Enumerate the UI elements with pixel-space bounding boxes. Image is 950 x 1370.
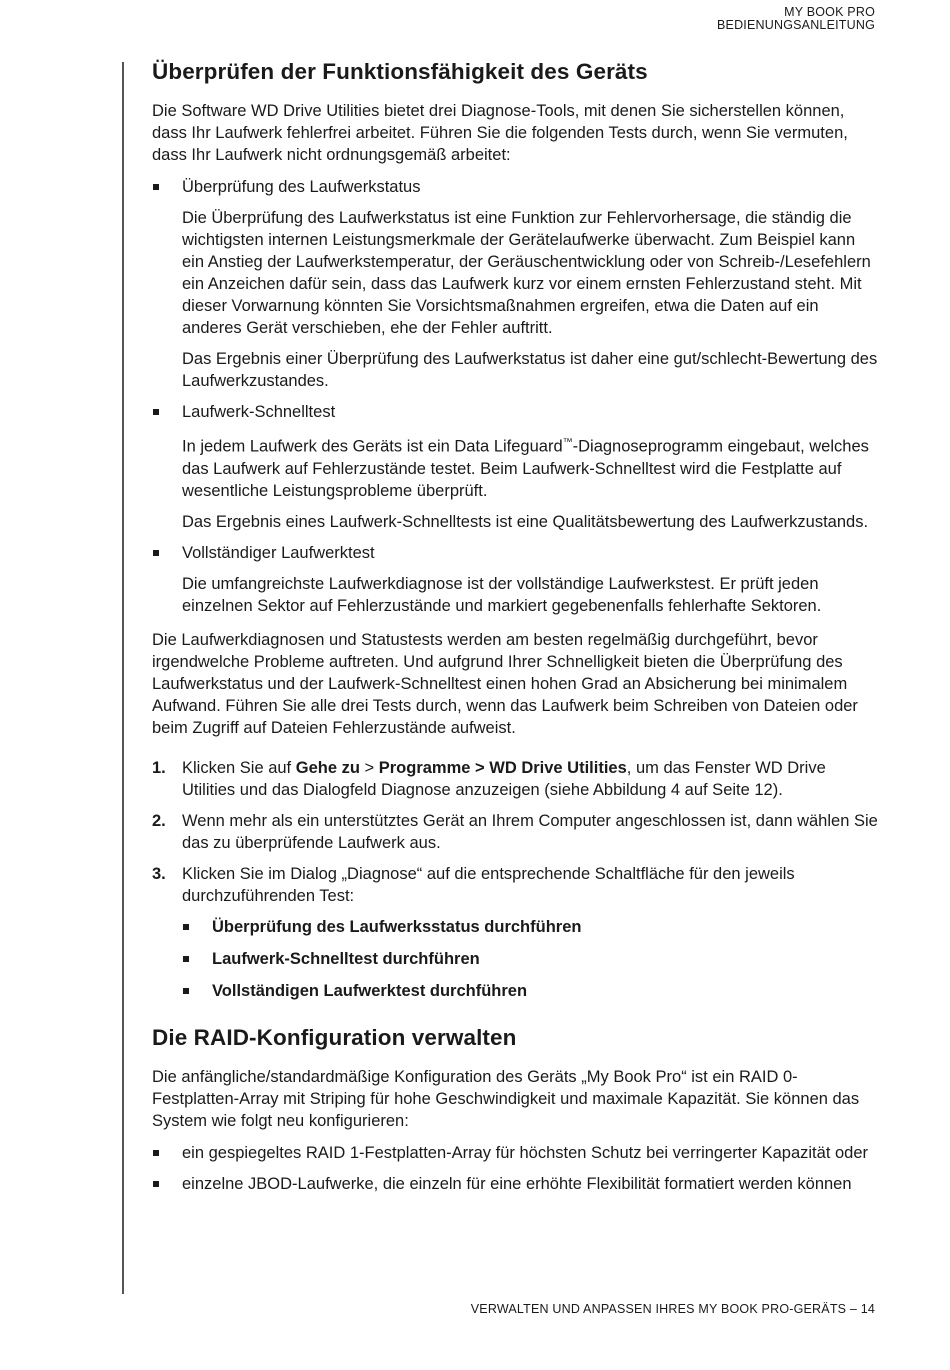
step-number: 3. [152, 864, 166, 883]
list-item-raid1: ein gespiegeltes RAID 1-Festplatten-Array für höchsten Schutz bei verringerter Kapazität oder [152, 1142, 878, 1164]
header-doc-type: BEDIENUNGSANLEITUNG [717, 18, 875, 32]
sub-item-status-check-action: Überprüfung des Laufwerksstatus durchführen [152, 916, 878, 938]
status-check-description: Die Überprüfung des Laufwerkstatus ist eine Funktion zur Fehlervorhersage, die ständig die wichtigsten internen Leistungsmerkmale der Gerätelaufwerke überwacht. Zum Beispiel kann ein Anstieg der Laufwerkstemperatur, der Geräuschentwicklung oder von Schreib-/Lesefehlern ein Anzeichen dafür sein, dass das Laufwerk kurz vor einem ernsten Fehlerzustand steht. Mit dieser Vorwarnung könnten Sie Vorsichtsmaßnahmen ergreifen, etwa die Daten auf ein anderes Gerät verschieben, ehe der Fehler auftritt. [182, 209, 871, 337]
section-heading-raid: Die RAID-Konfiguration verwalten [152, 1024, 517, 1050]
running-footer: VERWALTEN UND ANPASSEN IHRES MY BOOK PRO-GERÄTS – 14 [470, 1302, 875, 1316]
diagnostics-summary: Die Laufwerkdiagnosen und Statustests werden am besten regelmäßig durchgeführt, bevor irgendwelche Probleme auftreten. Und aufgrund Ihrer Schnelligkeit bieten die Überprüfung des Laufwerkstatus und der Laufwerk-Schnelltest einen hohen Grad an Absicherung bei minimalem Aufwand. Führen Sie alle drei Tests durch, wenn das Laufwerk beim Schreiben von Dateien oder beim Zugriff auf Dateien Fehlerzustände aufweist. [152, 630, 858, 737]
list-item-quick-test: Laufwerk-Schnelltest [152, 401, 878, 423]
diagnostics-intro: Die Software WD Drive Utilities bietet drei Diagnose-Tools, mit denen Sie sicherstellen können, dass Ihr Laufwerk fehlerfrei arbeitet. Führen Sie die folgenden Tests durch, wenn Sie vermuten, dass Ihr Laufwerk nicht ordnungsgemäß arbeitet: [152, 102, 848, 164]
sub-item-quick-test-action: Laufwerk-Schnelltest durchführen [152, 948, 878, 970]
running-header [717, 6, 875, 32]
step-3: 3. Klicken Sie im Dialog „Diagnose“ auf die entsprechende Schaltfläche für den jeweils durchzuführenden Test: [152, 864, 795, 905]
trademark-symbol: ™ [562, 437, 573, 448]
raid-intro: Die anfängliche/standardmäßige Konfiguration des Geräts „My Book Pro“ ist ein RAID 0-Festplatten-Array mit Striping für hohe Geschwindigkeit und maximale Kapazität. Sie können das System wie folgt neu konfigurieren: [152, 1067, 860, 1130]
page-content [152, 56, 878, 1195]
step-1: 1. Klicken Sie auf Gehe zu > Programme > WD Drive Utilities, um das Fenster WD Drive Utilities und das Dialogfeld Diagnose anzuzeigen (siehe Abbildung 4 auf Seite 12). [152, 758, 826, 799]
margin-rule [122, 62, 124, 1294]
step-number: 1. [152, 758, 166, 777]
quick-test-result: Das Ergebnis eines Laufwerk-Schnelltests ist eine Qualitätsbewertung des Laufwerkzustands. [182, 512, 869, 531]
quick-test-description: In jedem Laufwerk des Geräts ist ein Data Lifeguard™-Diagnoseprogramm eingebaut, welches das Laufwerk auf Fehlerzustände testet. Beim Laufwerk-Schnelltest wird die Festplatte auf wesentliche Leistungsprobleme überprüft. [182, 437, 869, 500]
list-item-full-test: Vollständiger Laufwerktest [152, 542, 878, 564]
header-product: MY BOOK PRO [784, 5, 875, 19]
sub-item-full-test-action: Vollständigen Laufwerktest durchführen [152, 980, 878, 1002]
list-item-status-check: Überprüfung des Laufwerkstatus [152, 176, 878, 198]
full-test-description: Die umfangreichste Laufwerkdiagnose ist der vollständige Laufwerkstest. Er prüft jeden einzelnen Sektor auf Fehlerzustände und markiert gegebenenfalls fehlerhafte Sektoren. [182, 574, 822, 615]
step-2: 2. Wenn mehr als ein unterstütztes Gerät an Ihrem Computer angeschlossen ist, dann wählen Sie das zu überprüfende Laufwerk aus. [152, 811, 878, 852]
step-number: 2. [152, 811, 166, 830]
section-heading-diagnostics: Überprüfen der Funktionsfähigkeit des Geräts [152, 59, 648, 84]
status-check-result: Das Ergebnis einer Überprüfung des Laufwerkstatus ist daher eine gut/schlecht-Bewertung des Laufwerkzustandes. [182, 350, 878, 390]
list-item-jbod: einzelne JBOD-Laufwerke, die einzeln für eine erhöhte Flexibilität formatiert werden können [152, 1173, 878, 1195]
